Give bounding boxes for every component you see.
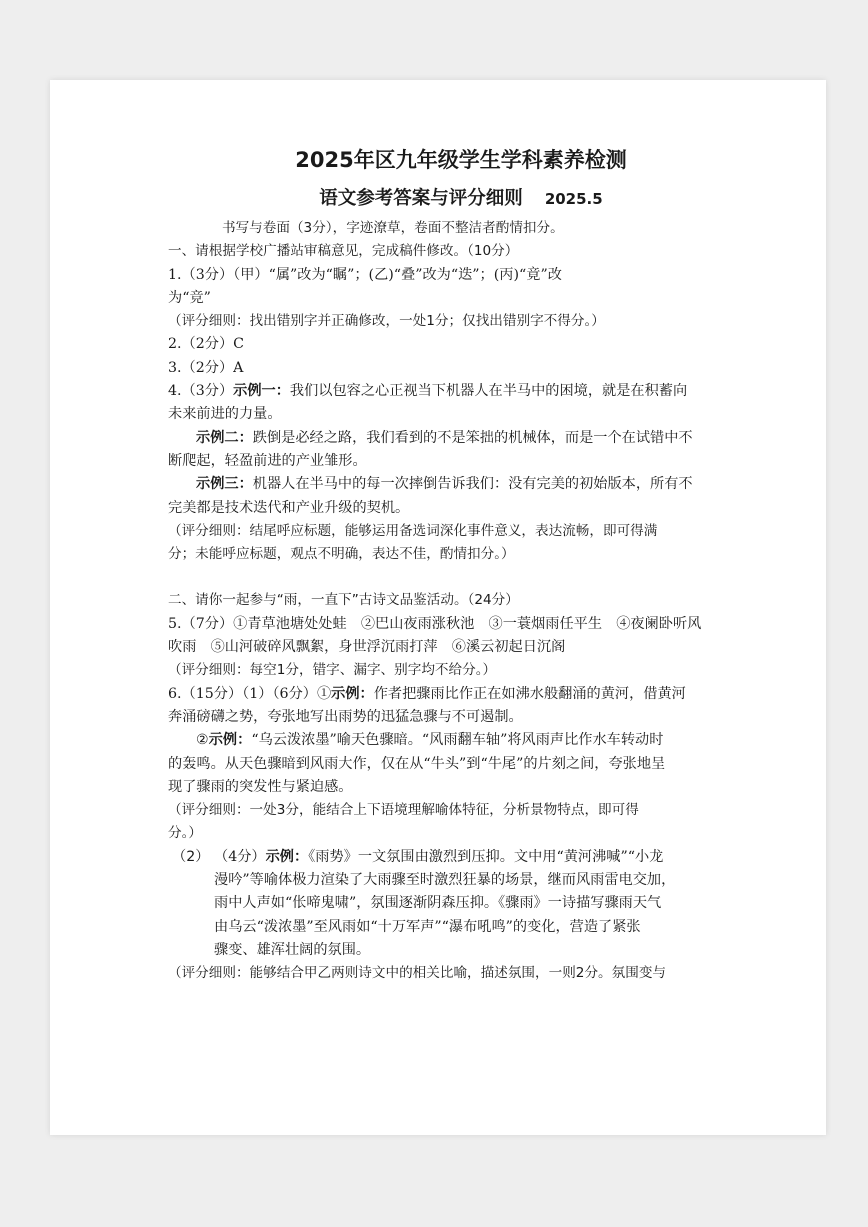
q4-example1-label: 示例一： [233,383,290,400]
q1-answer-line1: 1.（3分）（甲）“属”改为“瞩”；(乙)“叠”改为“迭”；(丙)“竟”改 [168,266,562,283]
section-spacer [168,566,754,589]
q4-answer-line1 [168,380,754,403]
q4-example2-line1 [168,427,754,450]
q6-2-answer-line1 [168,846,754,869]
q6-1-example-label: 示例： [331,685,374,702]
q6-1-scoring-note-line2: 分。） [168,825,202,842]
page-title: 2025年区九年级学生学科素养检测 [295,148,627,172]
q6-2-number: （2） [172,848,210,865]
q4-example3-line2: 完美都是技术迭代和产业升级的契机。 [168,499,410,516]
q4-example3-label: 示例三： [196,476,253,493]
exam-date: 2025.5 [544,190,603,208]
q6-1b-example-text: “乌云泼浓墨”喻天色骤暗。“风雨翻车轴”将风雨声比作水车转动时 [251,732,664,749]
q6-1-answer-line1 [168,683,754,706]
q2-answer: 2.（2分）C [168,336,244,353]
q6-1b-answer-line1 [168,729,754,752]
answer-sheet-page [50,80,826,1135]
q3-answer: 3.（2分）A [168,359,244,376]
q6-2-scoring-note: （评分细则：能够结合甲乙两则诗文中的相关比喻，描述氛围，一则2分。氛围变与 [168,965,667,982]
section1-heading: 一、请根据学校广播站审稿意见，完成稿件修改。（10分） [168,243,519,260]
q6-prefix: 6.（15分）（1）（6分）① [168,685,332,702]
document-body [168,140,754,986]
q6-2-answer-line3: 雨中人声如“伥啼鬼啸”，氛围逐渐阴森压抑。《骤雨》一诗描写骤雨天气 [214,895,662,912]
q5-answer-line1: 5.（7分）①青草池塘处处蛙 ②巴山夜雨涨秋池 ③一蓑烟雨任平生 ④夜阑卧听风 [168,615,702,632]
q5-answer-line2: 吹雨 ⑤山河破碎风飘絮，身世浮沉雨打萍 ⑥溪云初起日沉阁 [168,639,566,656]
subtitle-text: 语文参考答案与评分细则 [319,188,523,209]
q6-2-answer-line5: 骤变、雄浑壮阔的氛围。 [214,941,371,958]
q4-example3-line1 [168,473,754,496]
q1-answer-line2: 为“竞” [168,289,211,306]
handwriting-note: 书写与卷面（3分），字迹潦草，卷面不整洁者酌情扣分。 [222,220,564,236]
q6-1b-answer-line3: 现了骤雨的突发性与紧迫感。 [168,778,353,795]
q6-1-example-text: 作者把骤雨比作正在如沸水般翻涌的黄河，借黄河 [373,685,686,702]
q4-example1-line2: 未来前进的力量。 [168,406,282,423]
q6-2-answer-line2: 漫吟”等喻体极力渲染了大雨骤至时激烈狂暴的场景，继而风雨雷电交加， [214,872,676,889]
q6-1b-answer-line2: 的轰鸣。从天色骤暗到风雨大作，仅在从“牛头”到“牛尾”的片刻之间，夸张地呈 [168,755,666,772]
q6-1b-example-label: 示例： [208,732,252,749]
q6-1-answer-line2: 奔涌磅礴之势，夸张地写出雨势的迅猛急骤与不可遏制。 [168,708,523,725]
q4-example2-text: 跌倒是必经之路，我们看到的不是笨拙的机械体，而是一个在试错中不 [252,429,693,446]
section2-heading: 二、请你一起参与“雨，一直下”古诗文品鉴活动。（24分） [168,592,519,609]
q4-prefix: 4.（3分） [168,383,234,400]
q6-2-example-text: 《雨势》一文氛围由激烈到压抑。文中用“黄河沸喊”“小龙 [308,848,664,865]
q6-2-answer-line4: 由乌云“泼浓墨”至风雨如“十万军声”“瀑布吼鸣”的变化，营造了紧张 [214,918,641,935]
q4-scoring-note-line2: 分；未能呼应标题，观点不明确，表达不佳，酌情扣分。） [168,546,515,563]
q6-2-example-label: 示例： [265,848,309,865]
q6-1b-prefix: ② [196,732,209,749]
q4-example2-line2: 断爬起，轻盈前进的产业雏形。 [168,452,367,469]
q6-1-scoring-note-line1: （评分细则：一处3分，能结合上下语境理解喻体特征，分析景物特点，即可得 [168,802,639,819]
q4-example3-text: 机器人在半马中的每一次摔倒告诉我们：没有完美的初始版本，所有不 [252,476,693,493]
page-subtitle [168,185,754,213]
q4-example2-label: 示例二： [196,429,253,446]
q4-example1-text: 我们以包容之心正视当下机器人在半马中的困境，就是在积蓄向 [289,383,688,400]
q6-2-prefix: （4分） [214,848,266,865]
q5-scoring-note: （评分细则：每空1分，错字、漏字、别字均不给分。） [168,662,497,679]
q4-scoring-note-line1: （评分细则：结尾呼应标题，能够运用备选词深化事件意义，表达流畅，即可得满 [168,522,658,539]
q1-scoring-note: （评分细则：找出错别字并正确修改，一处1分；仅找出错别字不得分。） [168,313,605,330]
